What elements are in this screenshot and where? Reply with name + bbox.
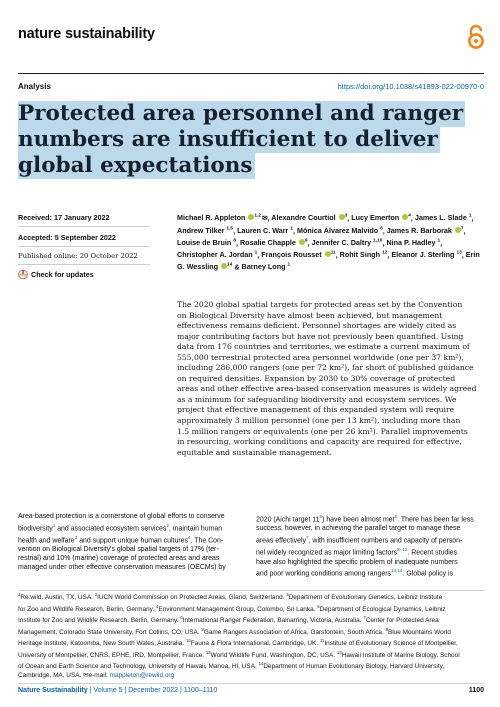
divider — [18, 264, 150, 265]
body-text: . Recent studies — [407, 549, 458, 557]
abstract-line: areas and other effective area-based conservation measures is widely agreed — [177, 384, 477, 394]
author-affiliation-number: 3 — [344, 214, 348, 219]
abstract-line: effectiveness remains deficient. Personnel shortages are widely cited as — [177, 321, 457, 331]
check-updates-icon — [18, 269, 28, 280]
author — [391, 250, 461, 259]
mail-icon[interactable]: ✉ — [262, 215, 268, 223]
reference-number[interactable]: 5 — [319, 514, 323, 519]
body-line — [256, 559, 484, 568]
affiliation-text: Heritage Institute, Katoomba, New South Wales, Australia. — [18, 640, 186, 648]
abstract-line: data from 176 countries and territories, we estimate a current maximum of — [177, 342, 470, 352]
affiliation-text: Environment Management Group, Colombo, Sri Lanka. — [158, 605, 318, 613]
affiliations — [18, 591, 484, 680]
author-affiliation-number: 1 — [437, 238, 441, 244]
reference-number[interactable]: 3 — [74, 535, 78, 541]
author-affiliation-number: 9 — [304, 238, 308, 244]
author-name: Michael R. Appleton — [177, 213, 246, 223]
author-affiliation-number: 7 — [460, 226, 464, 232]
affiliation-line — [18, 603, 484, 615]
affiliation-number: 1 — [18, 592, 21, 597]
reference-number[interactable]: 13,14 — [390, 568, 403, 574]
author — [242, 262, 291, 271]
reference-number[interactable]: 2 — [166, 522, 169, 528]
body-text: and support unique human cultures — [77, 537, 188, 545]
affiliation-number: 2 — [94, 592, 98, 597]
author-name: Louise de Bruin — [177, 238, 232, 248]
abstract-line: The 2020 global spatial targets for protected areas set by the Convention — [177, 300, 463, 309]
author-affiliation-number: 13 — [456, 250, 462, 256]
author-name: Barney Long — [241, 262, 286, 272]
affiliation-text: Institute for Zoo and Wildlife Research, Berlin, Germany. — [18, 617, 181, 625]
author-affiliation-number: 11 — [330, 250, 336, 256]
body-text: , with insufficient numbers and capacity of person- — [308, 537, 463, 545]
affiliation-text: Blue Mountains World — [387, 628, 451, 636]
affiliation-text: Fauna & Flora International, Cambridge, UK. — [190, 640, 320, 648]
affiliation-line — [18, 591, 484, 603]
body-line — [256, 567, 484, 579]
body-line — [18, 522, 246, 534]
abstract-line: as a minimum for safeguarding biodiversity and ecosystem services. We — [177, 394, 457, 404]
reference-number[interactable]: 1 — [52, 522, 56, 528]
body-column-right — [256, 513, 484, 580]
abstract-line: 555,000 terrestrial protected area personnel worldwide (one per 37 km²), — [177, 352, 464, 362]
author-affiliation-number: 1 — [290, 226, 294, 232]
author-name: James L. Slade — [414, 213, 467, 223]
affiliation-text: for Zoo and Wildlife Research, Berlin, Germany. — [18, 605, 156, 613]
received-date: Received: 17 January 2022 — [18, 213, 110, 222]
body-line — [18, 534, 246, 546]
author — [240, 238, 308, 247]
author-name: Mónica Álvarez Malvido — [297, 226, 379, 236]
author-name: Lauren C. Warr — [237, 226, 289, 236]
contact-line — [18, 672, 484, 680]
body-text: ) have been almost met — [322, 516, 395, 524]
body-text: , maintain human — [168, 525, 223, 533]
author-name: François Rousset — [261, 250, 322, 260]
body-text: and poor working conditions among rangers — [256, 570, 391, 578]
email-link[interactable]: mappleton@rewild.org — [109, 671, 175, 679]
header-rule — [18, 73, 484, 74]
author — [387, 226, 464, 235]
affiliation-number: 14 — [258, 661, 264, 667]
mail-icon: ✉ — [83, 671, 89, 679]
body-text: success, however, in achieving the parallel target to manage these — [256, 525, 461, 533]
author-affiliation-number: 1 — [287, 262, 291, 268]
affiliation-text: International Ranger Federation, Balnarring, Victoria, Australia. — [182, 617, 364, 625]
affiliation-text: Department of Ecological Dynamics, Leibniz — [319, 605, 446, 613]
affiliation-line — [18, 637, 484, 649]
reference-number[interactable]: 4 — [187, 535, 191, 541]
body-column-left — [18, 513, 246, 573]
affiliation-text: Game Rangers Association of Africa, Garsfontein, South Africa. — [203, 628, 386, 636]
author-name: Jennifer C. Daltry — [311, 238, 372, 248]
affiliation-text: Hawaii Institute of Marine Biology, School — [341, 651, 460, 659]
affiliation-number: 8 — [201, 626, 204, 632]
affiliation-number: 4 — [155, 603, 159, 609]
affiliation-text: of Ocean and Earth Science and Technology, University of Hawaii, Manoa, HI, USA. — [18, 663, 259, 671]
author-affiliation-number: 1 — [254, 250, 258, 256]
affiliation-text: World Wildlife Fund, Washington, DC, USA. — [210, 651, 337, 659]
affiliation-number: 3 — [286, 592, 289, 597]
footer-rule — [18, 683, 484, 684]
body-text: biodiversity — [18, 525, 53, 533]
affiliation-line — [18, 614, 484, 626]
reference-number[interactable]: 8–12 — [397, 547, 408, 553]
body-line — [256, 546, 484, 558]
body-line — [18, 555, 246, 564]
body-text: managed under other effective conservation measures (OECMs) by — [18, 564, 226, 572]
page-number: 1100 — [468, 687, 484, 694]
affiliation-number: 7 — [363, 615, 366, 621]
article-type-label: Analysis — [18, 82, 51, 91]
affiliation-number: 13 — [336, 649, 342, 655]
affiliation-number: 9 — [385, 626, 388, 632]
author-affiliation-number: 1 — [468, 214, 472, 219]
author — [312, 238, 383, 247]
author-name: Christopher A. Jordan — [177, 250, 253, 260]
affiliation-text: University of Montpellier, CNRS, EPHE, IRD, Montpellier, France. — [18, 651, 206, 659]
affiliation-text: Management, Colorado State University, Fort Collins, CO, USA. — [18, 628, 202, 636]
open-access-lock-icon — [466, 24, 486, 50]
journal-name: nature sustainability — [18, 26, 155, 42]
accepted-date: Accepted: 5 September 2022 — [18, 233, 116, 242]
author — [386, 238, 440, 247]
check-for-updates-button[interactable] — [18, 269, 94, 280]
reference-number[interactable]: 6 — [394, 514, 398, 519]
affiliation-line — [18, 660, 484, 672]
affiliation-number: 5 — [317, 603, 320, 609]
title-line: global expectations — [18, 153, 253, 178]
author — [271, 213, 347, 222]
author-name: Lucy Emerton — [351, 213, 400, 223]
body-text: . Global policy is — [402, 570, 453, 578]
abstract-line: on Biological Diversity have almost been achieved, but management — [177, 310, 443, 320]
abstract — [177, 300, 484, 458]
author-affiliation-number: 1,2 — [254, 214, 262, 219]
footer-citation: Nature Sustainability | Volume 5 | December 2022 | 1100–1110 — [18, 687, 218, 694]
affiliation-text: IUCN World Commission on Protected Areas, Gland, Switzerland. — [97, 594, 287, 602]
author-affiliation-number: 12 — [382, 250, 388, 256]
abstract-line: in resourcing, working conditions and capacity are required for effective, — [177, 437, 462, 447]
doi-link[interactable]: https://doi.org/10.1038/s41893-022-00970-0 — [337, 82, 484, 91]
author-affiliation-number: 8 — [233, 238, 236, 244]
affiliation-line — [18, 626, 484, 638]
author-name: James R. Barborak — [386, 226, 452, 236]
author — [177, 226, 233, 235]
affiliation-number: 10 — [185, 638, 191, 644]
affiliation-text: Department of Evolutionary Genetics, Leibniz Institute — [288, 594, 443, 602]
body-text: Area-based protection is a cornerstone of global efforts to conserve — [18, 513, 225, 520]
abstract-line: approximately 3 million personnel (one per 13 km²), including more than — [177, 416, 461, 426]
reference-number[interactable]: 7 — [306, 535, 309, 541]
body-line — [18, 513, 246, 522]
abstract-line: including 286,000 rangers (one per 72 km²), far short of published guidance — [177, 363, 474, 373]
body-text: health and welfare — [18, 537, 75, 545]
divider — [18, 246, 150, 247]
body-text: restrial) and 10% (marine) coverage of protected areas and areas — [18, 555, 220, 563]
published-date: Published online: 20 October 2022 — [18, 252, 138, 260]
affiliation-text: Center for Protected Area — [365, 617, 439, 625]
author — [177, 238, 236, 247]
author-name: Rosalie Chapple — [239, 238, 296, 248]
author-list: Michael R. Appleton $^{1,2}$✉, Alexandre Courtiol $^3$, Lucy Emerton $^4$, James L. Slade $^1$, Andrew Tilker $^{1,5}$, Lauren C. Warr $^1$, Mónica Álvarez Malvido $^6$, James R. Barborak $^7$, Louise de Bruin $^8$, Rosalie Chapple $^9$, Jennifer C. Daltry $^{1,10}$, Nina P. Hadley $^1$, Christopher A. Jordan $^1$, François Rousset $^{11}$, Rohit Singh $^{12}$, Eleanor J. Sterling $^{13}$, Erin G. Wessling $^{14}$ & Barney Long $^1$ — [177, 213, 480, 272]
body-text: . There has been far less — [397, 516, 474, 524]
author-name: Rohit Singh — [339, 250, 380, 260]
author-name: Eleanor J. Sterling — [391, 250, 455, 260]
author-affiliation-number: 1,10 — [373, 238, 383, 244]
author — [340, 250, 388, 259]
author-name: Alexandre Courtiol — [271, 213, 336, 223]
author — [297, 226, 383, 235]
body-text: and associated ecosystem services — [55, 525, 167, 533]
affiliation-text: Institute of Evolutionary Science of Montpellier, — [324, 640, 458, 648]
body-line — [256, 534, 484, 546]
email-label: e-mail: — [88, 671, 110, 679]
body-text: nel widely recognized as major limiting factors — [256, 549, 398, 557]
author — [177, 213, 268, 222]
abstract-line: 1.5 million rangers or equivalents (one per 26 km²). Parallel improvements — [177, 426, 468, 436]
author-affiliation-number: 6 — [380, 226, 383, 232]
body-text: have also highlighted the specific problem of inadequate numbers — [256, 558, 458, 566]
abstract-line: major contributing factors but have not previously been quantified. Using — [177, 331, 464, 341]
divider — [18, 226, 150, 227]
title-line: numbers are insufficient to deliver — [18, 127, 438, 152]
title-line: Protected area personnel and ranger — [18, 101, 464, 126]
affiliation-text: Department of Human Evolutionary Biology, Harvard University, — [263, 663, 445, 671]
body-line — [256, 513, 484, 525]
abstract-line: project that effective management of this expanded system will require — [177, 405, 455, 415]
author-name: Nina P. Hadley — [386, 238, 436, 248]
body-line — [18, 546, 246, 555]
affiliation-number: 11 — [319, 638, 325, 644]
article-title — [18, 101, 488, 179]
body-text: vention on Biological Diversity's global spatial targets of 17% (ter- — [18, 546, 219, 554]
author — [415, 213, 472, 222]
abstract-line: equitable and sustainable management. — [177, 447, 332, 457]
affiliation-text: Re:wild, Austin, TX, USA. — [20, 594, 95, 602]
abstract-line: on required densities. Expansion by 2030 to 30% coverage of protected — [177, 373, 456, 383]
author-name: Andrew Tilker — [177, 226, 225, 236]
author-affiliation-number: 14 — [227, 262, 233, 268]
author — [177, 250, 257, 259]
affiliation-text: Cambridge, MA, USA. — [18, 671, 84, 679]
author-affiliation-number: 1,5 — [226, 226, 234, 232]
author — [261, 250, 335, 259]
author — [237, 226, 293, 235]
affiliation-line — [18, 649, 484, 661]
body-text: 2020 (Aichi target 11 — [256, 516, 320, 524]
author — [351, 213, 411, 222]
author-name: Erin G. Wessling — [177, 250, 480, 272]
affiliation-number: 6 — [180, 615, 183, 621]
check-updates-label: Check for updates — [31, 270, 94, 279]
affiliation-number: 12 — [205, 649, 211, 655]
author-affiliation-number: 4 — [408, 214, 411, 219]
body-text: . The Con- — [190, 537, 224, 545]
body-text: areas effectively — [256, 537, 307, 545]
body-line — [18, 564, 246, 573]
body-line — [256, 525, 484, 534]
